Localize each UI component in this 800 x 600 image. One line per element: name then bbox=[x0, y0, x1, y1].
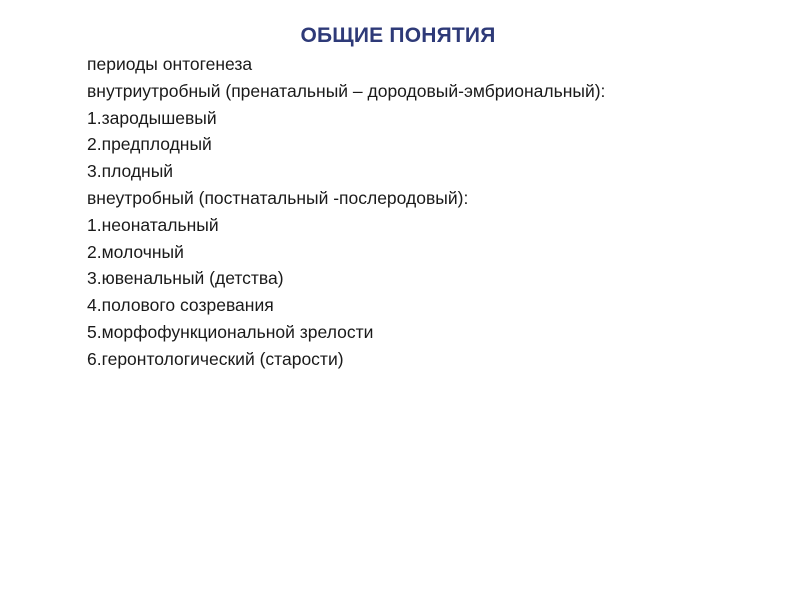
list-item: 2.молочный bbox=[87, 241, 184, 262]
slide-body bbox=[87, 51, 777, 373]
list-item: 5.морфофункциональной зрелости bbox=[87, 321, 374, 342]
list-item: 1.зародышевый bbox=[87, 107, 217, 128]
list-item: 1.неонатальный bbox=[87, 214, 219, 235]
list-item: 3.ювенальный (детства) bbox=[87, 268, 284, 289]
subtitle-ontogenesis-periods: периоды онтогенеза bbox=[87, 54, 253, 74]
list-item: 4.полового созревания bbox=[87, 295, 274, 316]
list-item: 3.плодный bbox=[87, 161, 174, 182]
slide-title: ОБЩИЕ ПОНЯТИЯ bbox=[300, 24, 496, 47]
list-item: 2.предплодный bbox=[87, 134, 212, 155]
section-heading-postnatal: внеутробный (постнатальный -послеродовый): bbox=[87, 187, 469, 208]
section-heading-prenatal: внутриутробный (пренатальный – дородовый-эмбриональный): bbox=[87, 80, 606, 101]
list-item: 6.геронтологический (старости) bbox=[87, 348, 344, 369]
